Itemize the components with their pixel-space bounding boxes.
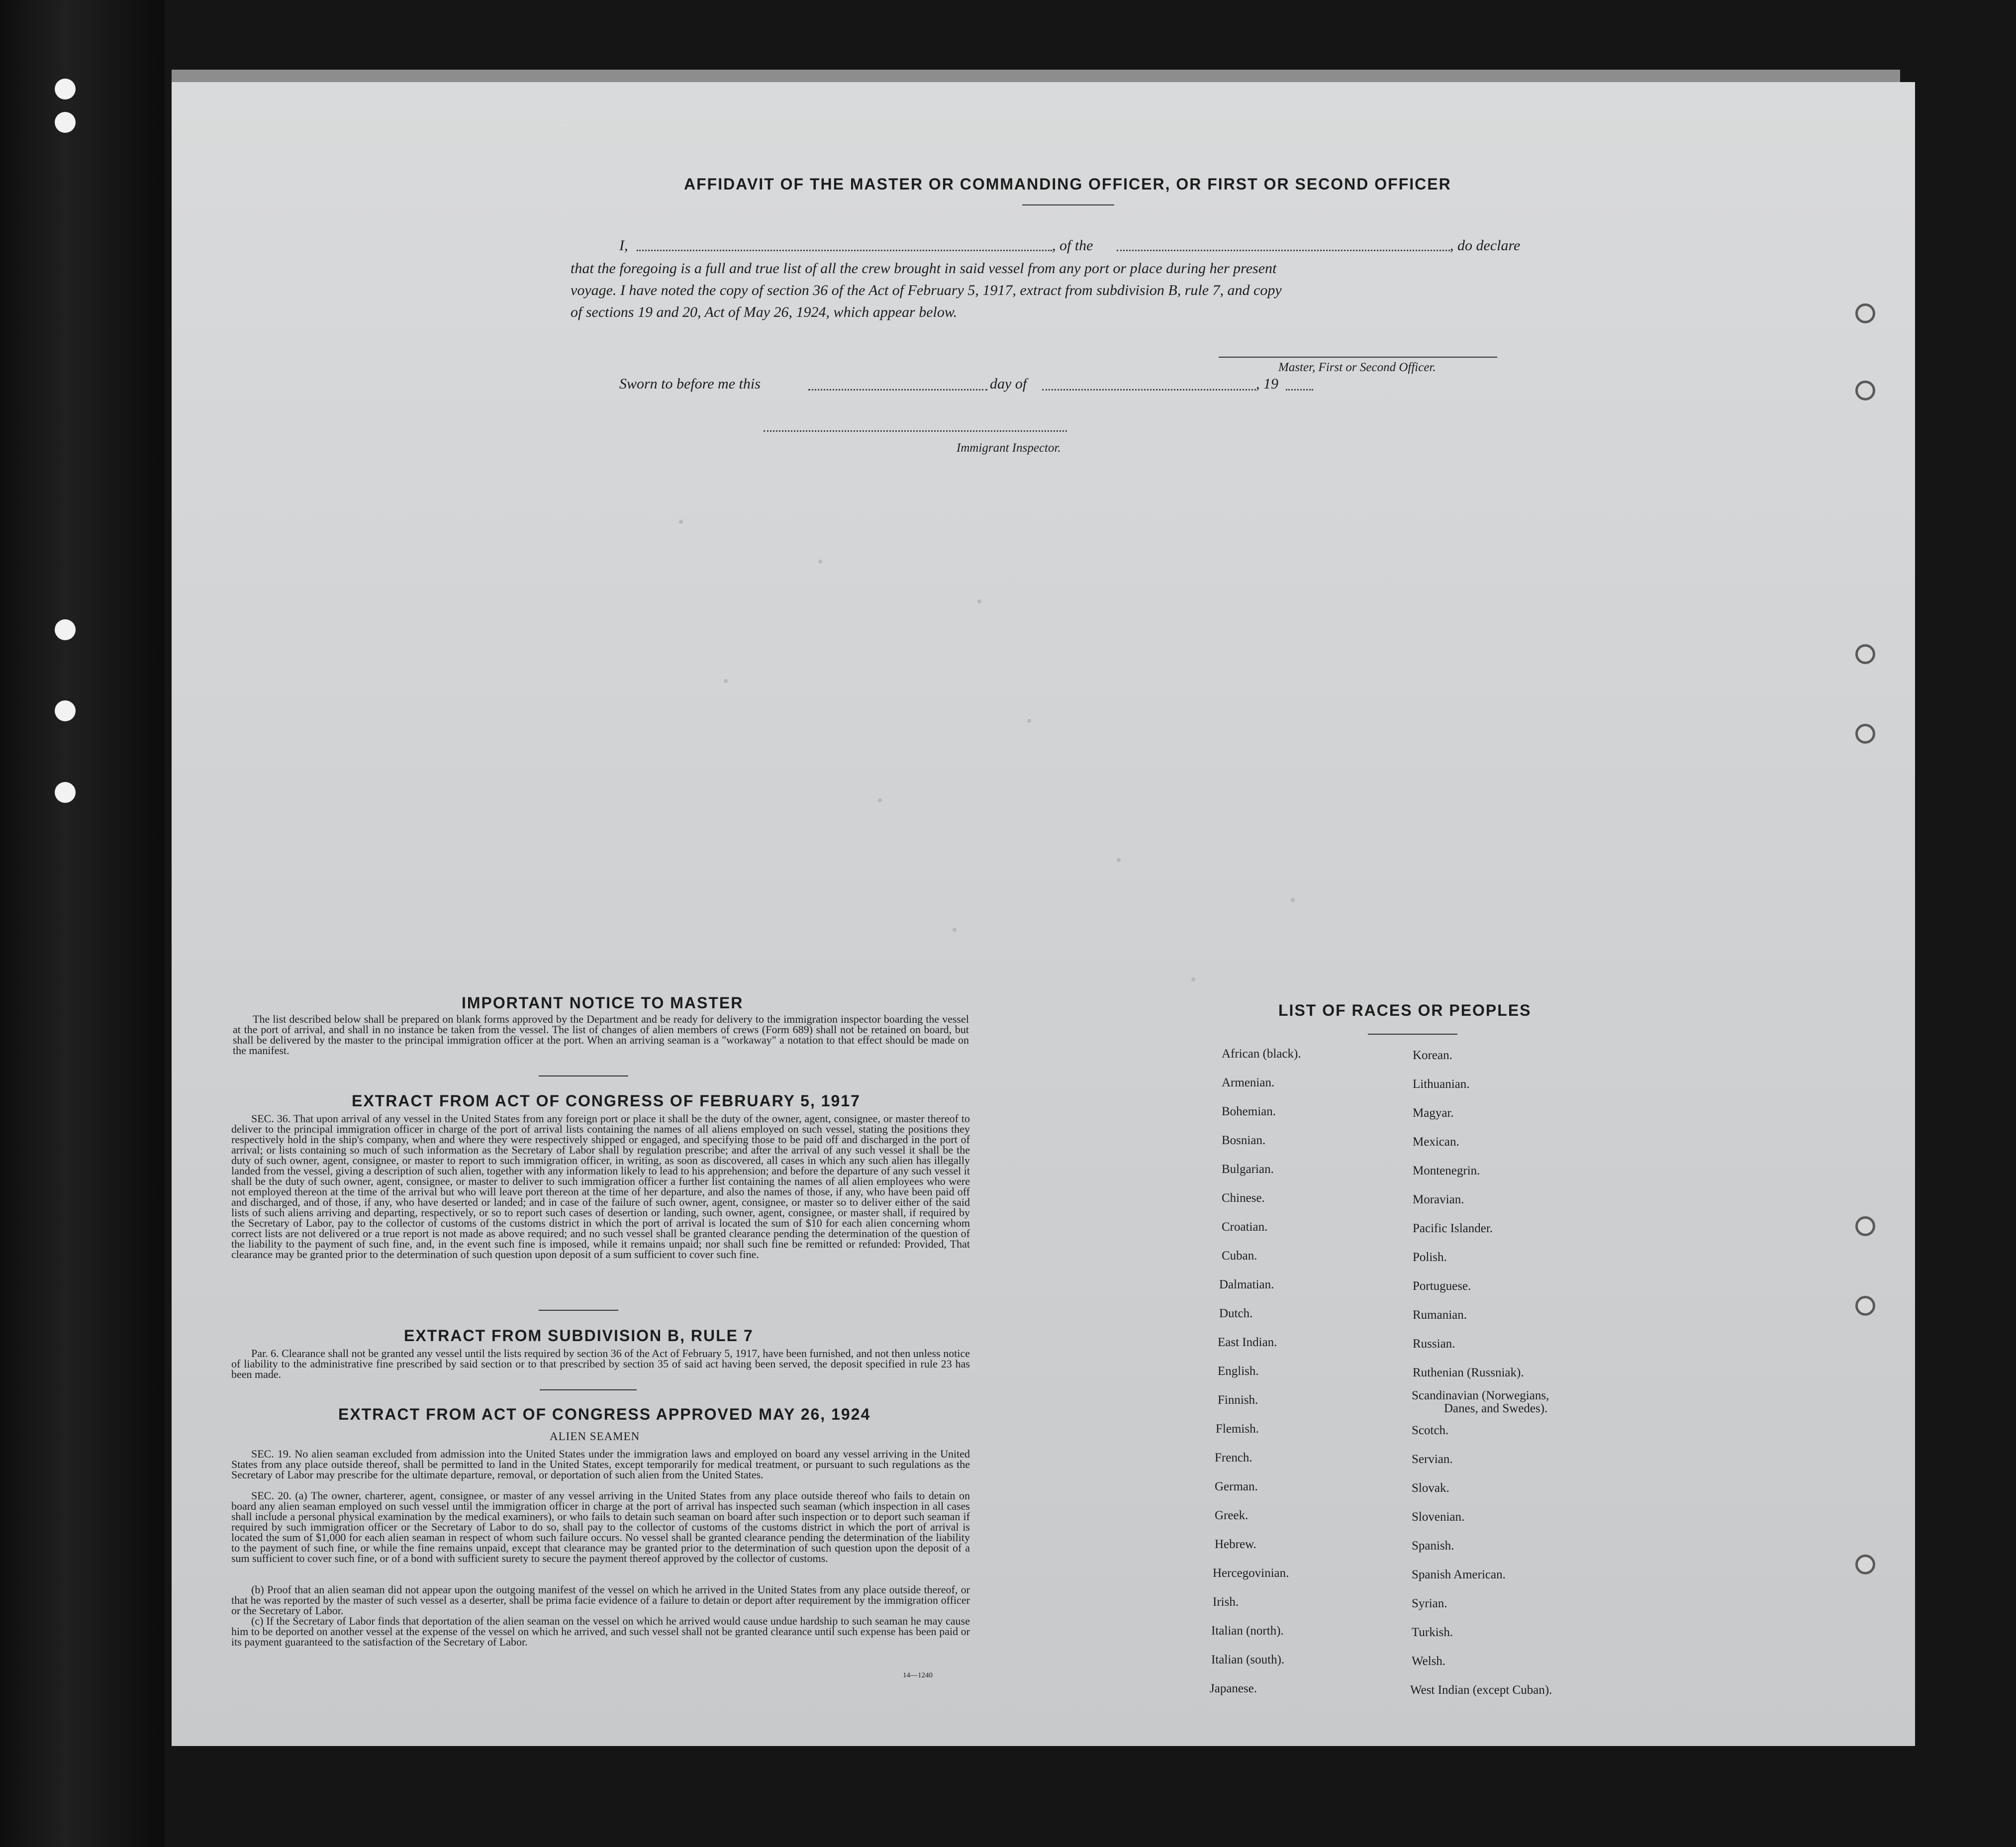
race-item: Servian. [1412,1453,1453,1466]
race-item: Armenian. [1222,1076,1275,1089]
affidavit-line2: that the foregoing is a full and true list of all the crew brought in said vessel from any port or place during her present [571,260,1277,277]
race-item: Dutch. [1219,1307,1253,1320]
affidavit-of-the: , of the [1052,237,1093,254]
punch-hole [55,782,76,803]
race-item: Flemish. [1216,1422,1259,1436]
scanner-binding-edge [0,0,164,1847]
race-item: Ruthenian (Russniak). [1413,1366,1524,1379]
binder-ring [1855,381,1875,400]
race-item: Hebrew. [1215,1538,1256,1551]
race-item: Bulgarian. [1222,1163,1274,1176]
race-item: Pacific Islander. [1413,1222,1493,1235]
race-item: Scandinavian (Norwegians, [1412,1389,1549,1402]
race-item: Montenegrin. [1413,1164,1480,1177]
inspector-label: Immigrant Inspector. [957,441,1061,455]
race-item: Finnish. [1218,1393,1258,1407]
bleed-through-mark [1117,858,1121,862]
race-item: Rumanian. [1413,1308,1467,1322]
race-item: Italian (south). [1211,1653,1285,1666]
bleed-through-mark [977,599,981,603]
race-item: Spanish American. [1412,1568,1506,1581]
race-item: Moravian. [1413,1193,1464,1206]
race-item: Croatian. [1222,1220,1268,1234]
race-item: Scotch. [1412,1424,1449,1437]
race-item: Japanese. [1210,1682,1257,1695]
race-item: Russian. [1413,1337,1455,1351]
race-item: Danes, and Swedes). [1444,1402,1548,1415]
binder-ring [1855,1296,1875,1316]
sec-20c-text: (c) If the Secretary of Labor finds that deportation of the alien seaman on the vessel on which he arrived would cause undue hardship to such seaman he may cause him to be deported on another vessel at the expense of the vessel on which he arrived, and such vessel shall not be granted clearance until such expense has been paid or its payment guaranteed to the satisfaction of the Secretary of Labor. [231,1615,970,1648]
race-item: Dalmatian. [1219,1278,1274,1291]
race-item: English. [1218,1364,1259,1378]
bleed-through-mark [1291,898,1295,902]
affidavit-title: AFFIDAVIT OF THE MASTER OR COMMANDING OFFICER, OR FIRST OR SECOND OFFICER [684,175,1451,193]
affidavit-line4: of sections 19 and 20, Act of May 26, 1924, which appear below. [571,304,958,320]
race-item: Bohemian. [1222,1105,1276,1118]
race-item: Welsh. [1412,1654,1446,1668]
master-label: Master, First or Second Officer. [1278,361,1436,374]
punch-hole [55,79,76,99]
document-page [172,82,1915,1746]
races-title-underline [1368,1034,1457,1035]
notice-title: IMPORTANT NOTICE TO MASTER [462,994,744,1012]
punch-hole [55,700,76,721]
binder-ring [1855,724,1875,744]
sec-20a-text: SEC. 20. (a) The owner, charterer, agent, consignee, or master of any vessel arriving in the United States from any place outside thereof who fails to detain on board any alien seaman employed on such vessel until the immigration officer in charge at the port of arrival has inspected such seaman (which inspection in all cases shall include a personal physical examination by the medical examiners), or who fails to detain such seaman on board after such inspection or to deport such seaman if required by such immigration officer or the Secretary of Labor to do so, shall pay to the collector of customs of the customs district in which the port of arrival is located the sum of $1,000 for each alien seaman in respect of whom such failure occurs. No vessel shall be granted clearance pending the determination of the liability to the payment of such fine, or while the fine remains unpaid, except that clearance may be granted prior to the determination of such question upon the deposit of a sum sufficient to cover such fine, or of a bond with sufficient surety to secure the payment thereof approved by the collector of customs. [231,1489,970,1564]
affidavit-declare: , do declare [1450,237,1521,254]
bleed-through-mark [878,798,882,802]
race-item: Magyar. [1413,1106,1454,1120]
month-blank[interactable] [1042,389,1256,390]
race-item: Chinese. [1222,1191,1265,1205]
race-item: East Indian. [1218,1336,1277,1349]
section-divider [539,1075,628,1076]
race-item: Irish. [1213,1595,1239,1609]
inspector-signature-line[interactable] [764,430,1067,432]
race-item: Slovenian. [1412,1510,1465,1524]
bleed-through-mark [1191,977,1195,981]
binder-ring [1855,644,1875,664]
extract-rule7-text: Par. 6. Clearance shall not be granted any vessel until the lists required by section 36 of the Act of February 5, 1917, have been furnished, and not then unless notice of liability to the administrative fine prescribed by said section or to that prescribed by section 35 of said act having been served, the deposit specified in rule 23 has been made. [231,1347,970,1380]
section-divider [540,1389,637,1390]
race-item: Hercegovinian. [1213,1566,1289,1580]
vessel-blank[interactable] [1117,250,1450,251]
race-item: Lithuanian. [1413,1077,1470,1091]
race-item: Syrian. [1412,1597,1447,1610]
race-item: Greek. [1215,1509,1248,1522]
section-divider [539,1310,618,1311]
binder-ring [1855,303,1875,323]
sworn-text: Sworn to before me this [619,376,761,392]
race-item: French. [1215,1451,1252,1464]
form-number: 14—1240 [903,1671,933,1679]
race-item: Polish. [1413,1251,1447,1264]
affidavit-i: I, [619,237,628,254]
binder-ring [1855,1555,1875,1574]
affidavit-line3: voyage. I have noted the copy of section 36 of the Act of February 5, 1917, extract from subdivision B, rule 7, and copy [571,282,1282,298]
punch-hole [55,112,76,133]
master-signature-line[interactable] [1219,357,1497,358]
race-item: Turkish. [1412,1626,1453,1639]
race-item: African (black). [1222,1047,1301,1061]
day-of-text: day of [990,376,1027,392]
bleed-through-mark [953,928,957,932]
notice-text: The list described below shall be prepared on blank forms approved by the Department and be ready for delivery to the immigration inspector boarding the vessel at the port of arrival, and shall in no instance be taken from the vessel. The list of changes of alien members of crews (Form 689) shall not be retained on board, but shall be delivered by the master to the principal immigration officer at the port. When an arriving seaman is a "workaway" a notation to that effect should be made on the manifest. [233,1013,969,1057]
races-title: LIST OF RACES OR PEOPLES [1278,1001,1532,1019]
race-item: Mexican. [1413,1135,1459,1149]
bleed-through-mark [818,560,822,564]
name-blank[interactable] [637,250,1052,251]
race-item: Italian (north). [1211,1624,1284,1638]
race-item: Slovak. [1412,1481,1449,1495]
extract-1917-text: SEC. 36. That upon arrival of any vessel in the United States from any foreign port or place it shall be the duty of the owner, agent, consignee, or master thereof to deliver to the principal immigration officer in charge of the port of arrival lists containing the names of all aliens employed on such vessel, stating the positions they respectively hold in the ship's company, when and where they were respectively shipped or engaged, and specifying those to be paid off and discharged in the port of arrival; or lists containing so much of such information as the Secretary of Labor shall by regulation prescribe; and after the arrival of any such vessel it shall be the duty of such owner, agent, consignee, or master to report to such immigration officer, in writing, as soon as discovered, all cases in which any such alien has illegally landed from the vessel, giving a description of such alien, together with any information likely to lead to his apprehension; and before the departure of any such vessel it shall be the duty of such owner, agent, consignee, or master to deliver to such immigration officer a further list containing the names of all alien employees who were not employed thereon at the time of the arrival but who will leave port thereon at the time of her departure, and also the names of those, if any, who have been paid off and discharged, and of those, if any, who have deserted or landed; and in case of the failure of such owner, agent, consignee, or master so to deliver either of the said lists of such aliens arriving and departing, respectively, or so to report such cases of desertion or landing, such owner, agent, consignee, or master shall, if required by the Secretary of Labor, pay to the collector of customs of the customs district in which the port of arrival is located the sum of $10 for each alien concerning whom correct lists are not delivered or a true report is not made as above required; and no such vessel shall be granted clearance pending the determination of the question of the liability to the payment of such fine, and, in the event such fine is imposed, while it remains unpaid; nor shall such fine be remitted or refunded: Provided, That clearance may be granted prior to the determination of such question upon deposit of a sum sufficient to cover such fine. [231,1112,970,1261]
year-text: , 19 [1256,376,1278,392]
race-item: German. [1215,1480,1258,1493]
race-item: Bosnian. [1222,1134,1266,1147]
bleed-through-mark [679,520,683,524]
year-blank[interactable] [1286,389,1313,390]
extract-1924-title: EXTRACT FROM ACT OF CONGRESS APPROVED MAY 26, 1924 [338,1405,871,1423]
race-item: Spanish. [1412,1539,1454,1553]
bleed-through-mark [724,679,728,683]
alien-seamen-subtitle: ALIEN SEAMEN [550,1430,640,1443]
binder-ring [1855,1216,1875,1236]
race-item: West Indian (except Cuban). [1410,1683,1552,1697]
race-item: Cuban. [1222,1249,1257,1263]
race-item: Portuguese. [1413,1279,1471,1293]
extract-rule7-title: EXTRACT FROM SUBDIVISION B, RULE 7 [404,1327,754,1345]
title-underline [1022,204,1114,205]
punch-hole [55,619,76,640]
sec-19-text: SEC. 19. No alien seaman excluded from admission into the United States under the immigration laws and employed on board any vessel arriving in the United States from any place outside thereof, shall be permitted to land in the United States, except temporarily for medical treatment, or pursuant to such regulations as the Secretary of Labor may prescribe for the ultimate departure, removal, or deportation of such alien from the United States. [231,1448,970,1481]
day-blank[interactable] [808,389,987,390]
extract-1917-title: EXTRACT FROM ACT OF CONGRESS OF FEBRUARY 5, 1917 [352,1092,861,1110]
bleed-through-mark [1027,719,1031,723]
sec-20b-text: (b) Proof that an alien seaman did not appear upon the outgoing manifest of the vessel on which he arrived in the United States from any place outside thereof, or that he was reported by the master of such vessel as a deserter, shall be prima facie evidence of a failure to detain or deport after requirement by the immigration officer or the Secretary of Labor. [231,1583,970,1617]
race-item: Korean. [1413,1049,1452,1062]
